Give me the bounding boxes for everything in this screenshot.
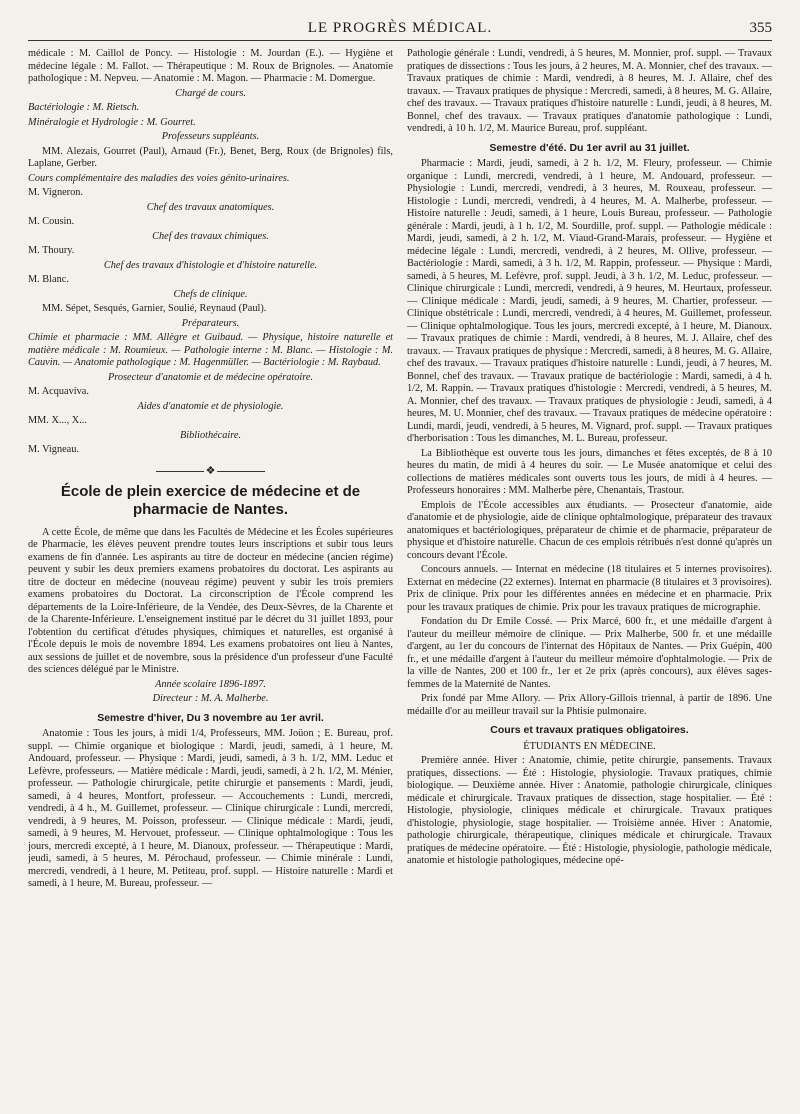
paragraph: M. Blanc. [28,274,69,285]
section-heading: Chef des travaux chimiques. [152,230,269,242]
paragraph: Bactériologie : M. Rietsch. [28,102,140,113]
section-heading: Directeur : M. A. Malherbe. [152,693,269,704]
semester-heading: Semestre d'hiver, Du 3 novembre au 1er avril. [97,711,324,724]
school-title: École de plein exercice de médecine et de pharmacie de Nantes. [60,482,361,518]
paragraph: Première année. Hiver : Anatomie, chimie, petite chirurgie, pansements. Travaux pratiques, dissections. — Été : Histologie, physiologie. Travaux pratiques, chimie biologique. — Deuxième année. Hiver : Anatomie, pathologie chirurgicale, cliniques médicale et chirurgicale. Travaux pratiques de dissection, stage hospitalier. — Été : Histologie, physiologie, cliniques médicale et chirurgicale. Travaux pratiques d'histologie, physiologie, stage hospitalier. — Troisième année. Hiver : Anatomie, pathologie chirurgicale, thérapeutique, cliniques médicale et chirurgicale. Travaux pratiques de médecine opératoire. — Été : Histologie, physiologie, pathologie médicale, anatomie et histologie pathologiques, médecine opé- [407,755,772,866]
ornament-divider [28,464,393,477]
section-heading: Chefs de clinique. [173,288,248,300]
section-heading: Année scolaire 1896-1897. [155,678,266,690]
section-heading: Chef des travaux anatomiques. [146,201,275,213]
right-column [407,48,772,1114]
paragraph: Cours complémentaire des maladies des voies génito-urinaires. [28,172,290,184]
semester-heading: Semestre d'été. Du 1er avril au 31 juillet. [489,141,690,154]
paragraph: Minéralogie et Hydrologie : M. Gourret. [28,116,196,128]
section-heading: Professeurs suppléants. [161,131,260,142]
ornament-icon: ❖ [205,464,216,477]
paragraph: La Bibliothèque est ouverte tous les jours, dimanches et fêtes exceptés, de 8 à 10 heures du matin, de midi à 4 heures du soir. — Le Musée anatomique et celui des collections de matières médicales sont ouverts tous les jours, de midi à 4 heures. — Professeurs honoraires : MM. Malherbe père, Chenantais, Trastour. [407,447,772,496]
paragraph: MM. Alezais, Gourret (Paul), Arnaud (Fr.), Benet, Berg, Roux (de Brignoles) fils, Laplane, Gerber. [28,145,393,169]
paragraph: Prix fondé par Mme Allory. — Prix Allory-Gillois triennal, à partir de 1896. Une médaille d'or au meilleur travail sur la Phtisie pulmonaire. [407,693,772,717]
paragraph: M. Thoury. [28,245,75,256]
paragraph: MM. Sépet, Sesqués, Garnier, Soulié, Reynaud (Paul). [42,303,267,314]
section-heading: Prosecteur d'anatomie et de médecine opératoire. [107,371,314,383]
paragraph: M. Acquaviva. [28,386,89,397]
paragraph: Concours annuels. — Internat en médecine (18 titulaires et 5 internes provisoires). Externat en médecine (22 externes). Internat en pharmacie (8 titulaires et 3 provisoires). Prix de clinique. Prix pour les différentes années en médecine et en pharmacie. Prix pour les travaux pratiques de chimie. Prix pour les travaux pratiques de micrographie. [407,564,772,613]
paragraph: M. Vigneau. [28,444,79,455]
paragraph: M. Vigneron. [28,187,83,198]
section-heading: Aides d'anatomie et de physiologie. [137,400,284,412]
subheading: ÉTUDIANTS EN MÉDECINE. [523,740,656,752]
section-heading: Cours et travaux pratiques obligatoires. [490,724,689,736]
paragraph: A cette École, de même que dans les Facultés de Médecine et les Écoles supérieures de Pharmacie, les élèves peuvent prendre toutes leurs inscriptions et subir tous leurs examens de fin d'année. Les aspirants au titre de docteur en médecine (ancien régime) peuvent y subir les deux premiers examens probatoires du doctorat. Les aspirants au titre de docteur en médecine (nouveau régime) peuvent y subir les trois premiers examens probatoires du Doctorat. La circonscription de l'École comprend les départements de la Loire-Inférieure, de la Vendée, des Deux-Sèvres, de la Charente et de la Charente-Inférieure. L'enseignement institué par le décret du 31 juillet 1893, pour l'obtention du certificat d'études physiques, chimiques et naturelles, est organisé à l'École depuis le mois de novembre 1894. Les examens probatoires ont lieu à Nantes, aux sessions de juillet et de novembre, sous la présidence d'un professeur d'une Faculté des sciences délégué par le Ministre. [28,526,393,675]
running-title: LE PROGRÈS MÉDICAL. [307,20,493,36]
section-heading: Bibliothécaire. [179,429,242,441]
paragraph: Chimie et pharmacie : MM. Allègre et Guibaud. — Physique, histoire naturelle et matière médicale : M. Roumieux. — Pathologie interne : M. Blanc. — Histologie : M. Cauvin. — Anatomie pathologique : M. Hagenmüller. — Bactériologie : M. Raybaud. [28,332,393,368]
section-heading: Préparateurs. [181,317,240,329]
page-header [28,18,772,41]
section-heading: Chef des travaux d'histologie et d'histoire naturelle. [103,259,318,271]
paragraph: Pharmacie : Mardi, jeudi, samedi, à 2 h. 1/2, M. Fleury, professeur. — Chimie organique : Lundi, mercredi, vendredi, à 1 heure, M. Andouard, professeur. — Physiologie : Lundi, mercredi, vendredi, à 3 heures, M. Rouxeau, professeur. — Histologie : Lundi, mercredi, vendredi, à 4 heures, M. A. Malherbe, professeur. — Histoire naturelle : Jeudi, samedi, à 1 heure, Louis Bureau, professeur. — Pathologie générale : Mardi, jeudi, à 1 h. 1/2, M. Sourdille, prof. suppl. — Pathologie médicale : Mardi, jeudi, samedi, à 2 h. 1/2, M. Viaud-Grand-Marais, professeur. — Hygiène et médecine légale : Lundi, mercredi, vendredi, à 2 heures, M. Ollive, professeur. — Bactériologie : Mardi, samedi, à 3 h. 1/2, M. Rappin, professeur. — Physique : Mardi, samedi, à 5 heures, M. Lefèvre, prof. suppl. Jeudi, à 3 h. 1/2, M. Leduc, professeur. — Clinique chirurgicale : Lundi, mercredi, vendredi, à 9 heures, M. Heurtaux, professeur. — Clinique médicale : Mardi, jeudi, samedi, à 9 heures, M. Chartier, professeur. — Clinique obstétricale : Lundi, mercredi, vendredi, à 4 heures, M. Guillemet, professeur. — Clinique ophtalmologique. Tous les jours, mercredi excepté, à 1 heure, M. Dianoux. — Travaux pratiques de chimie : Mardi, vendredi, à 8 heures, M. J. Allaire, chef des travaux. — Travaux pratiques de physique : Mercredi, samedi, à 8 heures, M. G. Allaire, chef des travaux. — Travaux pratiques d'histoire naturelle : Lundi, jeudi, à 7 heures, M. Bonnel, chef des travaux. — Travaux pratique de bactériologie : Mardi, samedi, à 4 h. 1/2, M. Rappin. — Travaux pratiques d'histologie : Mercredi, vendredi, à 5 heures, M. A. Monnier, chef des travaux. — Travaux pratiques de physiologie : Jeudi, samedi, à 4 heures, M. U. Monnier, chef des travaux. — Travaux pratiques de médecine opératoire : Lundi, mardi, jeudi, vendredi, à 5 heures, M. Vignard, prof. suppl. — Travaux pratiques d'herborisation : Tous les dimanches, M. L. Bureau, professeur. [407,158,772,444]
paragraph: MM. X..., X... [28,415,87,426]
paragraph: M. Cousin. [28,216,75,227]
section-heading: Chargé de cours. [175,87,246,99]
paragraph: Anatomie : Tous les jours, à midi 1/4, Professeurs, MM. Joüon ; E. Bureau, prof. suppl. — Chimie organique et biologique : Mardi, jeudi, samedi, à 1 heure, M. Andouard, professeur. — Physique : Mardi, jeudi, samedi, à 3 h. 1/2, MM. Leduc et Lefèvre, professeurs. — Matière médicale : Mardi, jeudi, samedi, à 2 h. 1/2, M. Ménier, professeur. — Pathologie chirurgicale, petite chirurgie et pansements : Mardi, jeudi, samedi, à 4 heures, Montfort, professeur. — Accouchements : Lundi, mercredi, vendredi, à 4 h., M. Guillemet, professeur. — Clinique chirurgicale : Lundi, mercredi, vendredi, à 9 heures, M. Poisson, professeur. — Clinique médicale : Mardi, jeudi, samedi, à 9 heures, M. Hervouet, professeur. — Clinique ophtalmologique : Tous les jours, mercredi excepté, à 1 heure, M. Dianoux, professeur. — Thérapeutique : Mardi, jeudi, samedi, à 5 heures, M. Pérochaud, professeur. — Chimie minérale : Lundi, mercredi, vendredi, à 1 heure, M. Petiteau, prof. suppl. — Histoire naturelle : Mardi et samedi, à 1 heure, M. Bureau, professeur. — [28,728,393,889]
two-column-body [28,48,772,1114]
left-column [28,48,393,1114]
faculty-list: médicale : M. Caillol de Poncy. — Histologie : M. Jourdan (E.). — Hygiène et médecine légale : M. Fallot. — Thérapeutique : M. Roux de Brignoles. — Anatomie pathologique : M. Nepveu. — Anatomie : M. Magon. — Pharmacie : M. Domergue. [28,48,393,84]
paragraph: Fondation du Dr Emile Cossé. — Prix Marcé, 600 fr., et une médaille d'argent à l'auteur du meilleur mémoire de clinique. — Prix Malherbe, 500 fr. et une médaille d'argent, au 1er du concours de l'internat des Hôpitaux de Nantes. — Prix Guépin, 400 fr., et une médaille d'argent à l'auteur du meilleur mémoire d'ophtalmologie. — Prix de la ville de Nantes, 200 et 100 fr., 1er et 2e prix (après concours), aux élèves sages-femmes de la Maternité de Nantes. [407,616,772,690]
paragraph: Emplois de l'École accessibles aux étudiants. — Prosecteur d'anatomie, aide d'anatomie et de physiologie, aide de clinique ophtalmologique, préparateur des travaux anatomiques et bactériologiques, préparateur de chimie et de pharmacie, préparateur de physique et d'histoire naturelle. Chacun de ces emplois rétribués n'est donné qu'après un concours devant l'École. [407,499,772,561]
page-number: 355 [749,20,772,36]
paragraph: Pathologie générale : Lundi, vendredi, à 5 heures, M. Monnier, prof. suppl. — Travaux pratiques de dissections : Tous les jours, à 2 heures, M. A. Monnier, chef des travaux. — Travaux pratiques de chimie : Mardi, vendredi, à 8 heures, M. J. Allaire, chef des travaux. — Travaux pratiques de physique : Mercredi, samedi, à 8 heures, M. G. Allaire, chef des travaux. — Travaux pratiques d'histoire naturelle : Lundi, jeudi, à 8 heures, M. Bonnel, chef des travaux. — Travaux pratiques d'anatomie pathologique : Lundi, vendredi, à 10 h. 1/2, M. Maurice Bureau, prof. suppléant. [407,48,772,134]
